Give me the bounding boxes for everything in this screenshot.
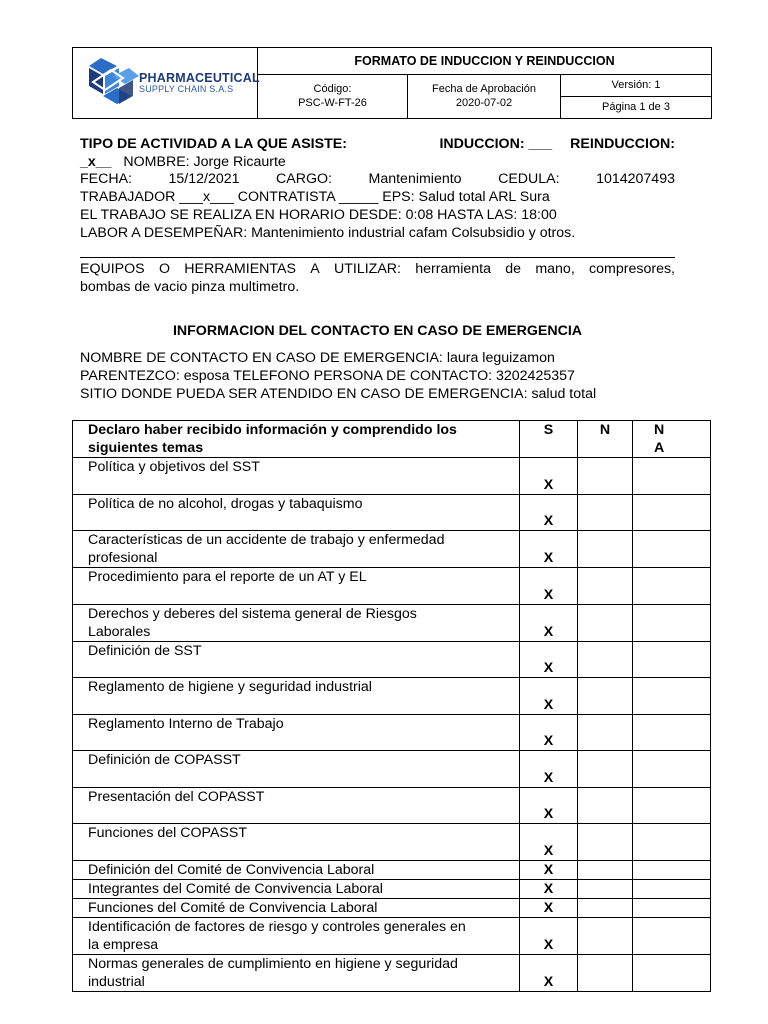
check-na-cell	[633, 787, 711, 824]
check-s-cell: X	[520, 641, 578, 678]
check-n-cell	[578, 458, 633, 495]
page-number: Página 1 de 3	[602, 101, 670, 113]
check-n-cell	[578, 568, 633, 605]
check-n-cell	[578, 641, 633, 678]
table-body	[73, 458, 711, 992]
activity-type-line	[80, 135, 675, 153]
table-row	[73, 860, 711, 879]
cedula-label: CEDULA:	[498, 171, 560, 187]
table-row	[73, 917, 711, 954]
codigo-label: Código:	[313, 83, 352, 95]
table-row	[73, 458, 711, 495]
check-n-cell	[578, 531, 633, 568]
emergency-title: INFORMACION DEL CONTACTO EN CASO DE EMERGENCIA	[172, 323, 583, 339]
topic-text: Política de no alcohol, drogas y tabaquismo	[88, 495, 363, 512]
topic-cell	[73, 787, 520, 824]
table-header-line-2: siguientes temas	[88, 440, 204, 456]
check-s-cell: X	[520, 917, 578, 954]
reinduccion-field: REINDUCCION:	[570, 136, 675, 152]
topic-cell	[73, 954, 520, 991]
table-header-s: S	[520, 421, 578, 458]
equipos-line-2: bombas de vacio pinza multimetro.	[80, 279, 300, 295]
table-row	[73, 641, 711, 678]
table-row	[73, 787, 711, 824]
check-na-cell	[633, 954, 711, 991]
table-row	[73, 824, 711, 861]
version-text: Versión: 1	[561, 75, 711, 97]
nombre-field: NOMBRE: Jorge Ricaurte	[123, 154, 286, 170]
check-na-cell	[633, 824, 711, 861]
check-s-cell: X	[520, 531, 578, 568]
equipos-word: A	[310, 261, 320, 277]
topic-text: Reglamento Interno de Trabajo	[88, 715, 284, 732]
labor-line: LABOR A DESEMPEÑAR: Mantenimiento industrial cafam Colsubsidio y otros.	[80, 225, 576, 241]
check-n-cell	[578, 917, 633, 954]
check-n-cell	[578, 751, 633, 788]
topic-cell	[73, 714, 520, 751]
table-header-n: N	[578, 421, 633, 458]
topic-text: Derechos y deberes del sistema general de Riesgos	[88, 605, 417, 622]
check-n-cell	[578, 604, 633, 641]
emergency-relationship-phone: PARENTEZCO: esposa TELEFONO PERSONA DE CONTACTO: 3202425357	[80, 368, 575, 384]
check-n-cell	[578, 824, 633, 861]
topic-cell	[73, 917, 520, 954]
codigo-value: PSC-W-FT-26	[298, 97, 367, 109]
topic-text-line-2: Laborales	[88, 623, 151, 640]
logo-text	[139, 72, 260, 94]
horario-line: EL TRABAJO SE REALIZA EN HORARIO DESDE: 0:08 HASTA LAS: 18:00	[80, 207, 557, 223]
topic-cell	[73, 879, 520, 898]
topic-text-line-2: profesional	[88, 550, 158, 566]
check-s-cell: X	[520, 824, 578, 861]
topic-text: Identificación de factores de riesgo y controles generales en	[88, 918, 466, 935]
topic-text: Funciones del COPASST	[88, 825, 248, 841]
topic-text: Presentación del COPASST	[88, 788, 265, 805]
check-na-cell	[633, 879, 711, 898]
topic-text: Reglamento de higiene y seguridad industrial	[88, 679, 372, 695]
reinduccion-mark: _x__	[80, 154, 112, 170]
topic-text-line-2: industrial	[88, 973, 145, 990]
check-na-cell	[633, 494, 711, 531]
check-na-cell	[633, 568, 711, 605]
fecha-label: FECHA:	[80, 171, 133, 187]
check-s-cell: X	[520, 568, 578, 605]
trabajador-line: TRABAJADOR ___x___ CONTRATISTA _____ EPS: Salud total ARL Sura	[80, 189, 550, 205]
equipos-word: herramienta	[415, 261, 491, 277]
cargo-label: CARGO:	[276, 171, 333, 187]
check-s-cell: X	[520, 879, 578, 898]
topic-cell	[73, 494, 520, 531]
table-row	[73, 954, 711, 991]
table-row	[73, 494, 711, 531]
equipos-word: O	[158, 261, 170, 277]
check-n-cell	[578, 494, 633, 531]
emergency-contact-name: NOMBRE DE CONTACTO EN CASO DE EMERGENCIA: laura leguizamon	[80, 350, 555, 366]
topic-text: Procedimiento para el reporte de un AT y EL	[88, 569, 367, 585]
table-row	[73, 714, 711, 751]
topic-cell	[73, 568, 520, 605]
check-s-cell: X	[520, 458, 578, 495]
check-s-cell: X	[520, 494, 578, 531]
version-cell	[561, 75, 711, 118]
topic-cell	[73, 641, 520, 678]
check-s-cell: X	[520, 787, 578, 824]
topic-cell	[73, 898, 520, 917]
equipos-word: mano,	[535, 261, 575, 277]
check-na-cell	[633, 531, 711, 568]
fecha-cargo-cedula-line	[80, 170, 675, 188]
topic-cell	[73, 678, 520, 715]
check-na-cell	[633, 641, 711, 678]
topic-text: Política y objetivos del SST	[88, 459, 260, 475]
cargo-value: Mantenimiento	[368, 171, 462, 187]
check-n-cell	[578, 860, 633, 879]
topic-text: Definición del Comité de Convivencia Laboral	[88, 861, 375, 878]
check-n-cell	[578, 678, 633, 715]
name-line	[80, 153, 675, 171]
topic-cell	[73, 531, 520, 568]
codigo-cell	[258, 75, 408, 118]
equipos-word: compresores,	[589, 261, 675, 277]
topic-cell	[73, 751, 520, 788]
topic-text-line-2: la empresa	[88, 936, 159, 953]
check-s-cell: X	[520, 714, 578, 751]
check-s-cell: X	[520, 898, 578, 917]
induccion-field: INDUCCION: ___	[439, 136, 553, 152]
check-na-cell	[633, 714, 711, 751]
topic-cell	[73, 824, 520, 861]
check-n-cell	[578, 714, 633, 751]
check-s-cell: X	[520, 860, 578, 879]
topic-text: Características de un accidente de trabajo y enfermedad	[88, 532, 445, 548]
table-row	[73, 604, 711, 641]
check-n-cell	[578, 898, 633, 917]
emergency-care-site: SITIO DONDE PUEDA SER ATENDIDO EN CASO DE EMERGENCIA: salud total	[80, 386, 597, 402]
check-na-cell	[633, 898, 711, 917]
equipos-word: UTILIZAR:	[333, 261, 401, 277]
check-na-cell	[633, 604, 711, 641]
document-title: FORMATO DE INDUCCION Y REINDUCCION	[258, 48, 711, 75]
table-header-topic	[73, 421, 520, 458]
equipos-word: HERRAMIENTAS	[184, 261, 296, 277]
table-row	[73, 531, 711, 568]
table-row	[73, 678, 711, 715]
fecha-value: 15/12/2021	[168, 171, 240, 187]
table-row	[73, 879, 711, 898]
check-s-cell: X	[520, 678, 578, 715]
check-n-cell	[578, 954, 633, 991]
check-na-cell	[633, 860, 711, 879]
check-na-cell	[633, 678, 711, 715]
fecha-aprobacion-label: Fecha de Aprobación	[432, 83, 536, 95]
check-n-cell	[578, 787, 633, 824]
table-header-na-line-2: A	[654, 440, 665, 456]
logo-sub-text: SUPPLY CHAIN S.A.S	[139, 84, 234, 94]
check-na-cell	[633, 917, 711, 954]
topic-cell	[73, 604, 520, 641]
equipos-line-1	[80, 260, 675, 278]
table-header-line-1: Declaro haber recibido información y comprendido los	[88, 422, 457, 438]
topic-cell	[73, 860, 520, 879]
logo-cell	[73, 48, 258, 118]
fecha-aprobacion-cell	[408, 75, 561, 118]
equipos-word: EQUIPOS	[80, 261, 145, 277]
table-row	[73, 898, 711, 917]
table-row	[73, 568, 711, 605]
topic-text: Definición de SST	[88, 642, 202, 659]
fecha-aprobacion-value: 2020-07-02	[455, 97, 513, 109]
table-header-row	[73, 421, 711, 458]
table-header-na-line-1: N	[654, 422, 665, 438]
check-na-cell	[633, 458, 711, 495]
table-row	[73, 751, 711, 788]
logo-main-text: PHARMACEUTICAL	[139, 71, 260, 85]
table-header-na	[633, 421, 711, 458]
check-s-cell: X	[520, 751, 578, 788]
topic-cell	[73, 458, 520, 495]
equipos-word: de	[505, 261, 522, 277]
separator-line	[80, 257, 675, 258]
company-logo-icon	[83, 56, 141, 110]
check-s-cell: X	[520, 954, 578, 991]
topic-text: Integrantes del Comité de Convivencia Laboral	[88, 880, 383, 897]
cedula-value: 1014207493	[596, 171, 675, 187]
topic-text: Funciones del Comité de Convivencia Laboral	[88, 899, 378, 916]
check-na-cell	[633, 751, 711, 788]
topics-table	[72, 420, 711, 992]
check-s-cell: X	[520, 604, 578, 641]
topic-text: Normas generales de cumplimiento en higiene y seguridad	[88, 955, 458, 972]
activity-type-label: TIPO DE ACTIVIDAD A LA QUE ASISTE:	[80, 136, 347, 152]
document-header	[72, 47, 712, 119]
check-n-cell	[578, 879, 633, 898]
topic-text: Definición de COPASST	[88, 752, 241, 768]
